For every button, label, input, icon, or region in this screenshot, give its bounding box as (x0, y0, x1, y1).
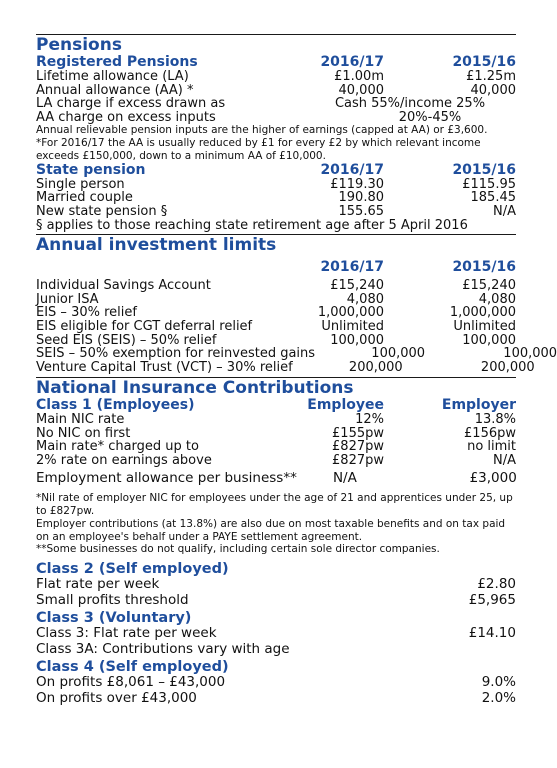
state-pension-heading: State pension (36, 161, 146, 178)
col-2015-16: 2015/16 (452, 259, 516, 276)
col-2016-17: 2016/17 (320, 54, 384, 70)
row-value-employee: £155pw (332, 425, 384, 441)
table-row (36, 191, 516, 205)
pensions-title: Pensions (36, 35, 122, 55)
la-charge-value: Cash 55%/income 25% (334, 96, 486, 112)
row-value: 9.0% (481, 674, 516, 691)
row-value-2016: 4,080 (346, 291, 384, 307)
row-label: Individual Savings Account (36, 278, 211, 294)
table-row (36, 334, 516, 348)
aa-charge-row (36, 111, 516, 125)
row-value-2016: 155.65 (338, 203, 384, 219)
table-row (36, 440, 516, 454)
table-row (36, 626, 516, 642)
nic-note-businesses: **Some businesses do not qualify, including certain sole director companies. (36, 543, 440, 556)
state-pension-note (36, 219, 516, 233)
row-value-2015: 100,000 (462, 332, 516, 348)
col-employee: Employee (307, 397, 384, 414)
col-2015-16: 2015/16 (452, 161, 516, 178)
row-label: Lifetime allowance (LA) (36, 69, 189, 84)
table-row (36, 84, 516, 98)
col-2016-17: 2016/17 (320, 259, 384, 276)
nic-title: National Insurance Contributions (36, 378, 354, 399)
row-value-2015: 200,000 (480, 359, 535, 375)
table-row (36, 178, 516, 192)
row-value-employee: £827pw (332, 453, 384, 469)
row-value-2015: 40,000 (470, 82, 516, 98)
row-value-2016: 1,000,000 (317, 305, 384, 321)
row-value-2015: 185.45 (470, 190, 516, 206)
row-value-2016: Unlimited (321, 318, 384, 334)
row-value-employer: £156pw (464, 425, 516, 441)
table-row (36, 691, 516, 707)
row-value-2016: 100,000 (330, 332, 384, 348)
row-label: EIS – 30% relief (36, 305, 137, 321)
row-label: SEIS – 50% exemption for reinvested gains (36, 346, 316, 362)
row-value-employer: 13.8% (474, 412, 516, 428)
row-label: Main NIC rate (36, 412, 125, 428)
row-value-employee: £827pw (332, 439, 384, 455)
row-label: On profits over £43,000 (36, 689, 197, 706)
class1-header (36, 398, 516, 413)
row-label: Class 3: Flat rate per week (36, 625, 217, 642)
row-value-2016: 100,000 (371, 346, 426, 362)
row-label: Venture Capital Trust (VCT) – 30% relief (36, 359, 293, 375)
nic-note-employer: Employer contributions (at 13.8%) are also due on most taxable benefits and on tax paid on an employee's behalf under a PAYE settlement agreement. (36, 517, 506, 543)
table-row (36, 279, 516, 293)
row-label: Class 3A: Contributions vary with age (36, 640, 290, 657)
row-label: Married couple (36, 190, 133, 206)
row-value: £5,965 (468, 591, 516, 608)
row-label: No NIC on first (36, 425, 131, 441)
row-label: 2% rate on earnings above (36, 453, 212, 469)
col-2015-16: 2015/16 (452, 54, 516, 70)
table-row (36, 427, 516, 441)
table-row (36, 642, 516, 658)
aa-taper-note: *For 2016/17 the AA is usually reduced by £1 for every £2 by which relevant income exceeds £150,000, down to a minimum AA of £10,000. (36, 137, 481, 162)
row-value-employer: N/A (493, 453, 516, 469)
table-row (36, 454, 516, 468)
row-value-2016: £15,240 (330, 278, 384, 294)
row-value-employee: 12% (355, 412, 384, 428)
row-value-2015: Unlimited (453, 318, 516, 334)
row-label: Seed EIS (SEIS) – 50% relief (36, 332, 217, 348)
row-value-2016: 40,000 (338, 82, 384, 98)
pension-note: Annual relievable pension inputs are the higher of earnings (capped at AA) or £3,600. (36, 124, 488, 137)
row-value-2015: £1.25m (466, 69, 516, 84)
row-value-2015: 4,080 (478, 291, 516, 307)
table-row (36, 205, 516, 219)
row-label: EIS eligible for CGT deferral relief (36, 318, 253, 334)
row-label: Small profits threshold (36, 591, 189, 608)
table-row (36, 593, 516, 609)
row-value-2015: 1,000,000 (449, 305, 516, 321)
row-value-employer: no limit (467, 439, 516, 455)
investment-header (36, 260, 516, 275)
table-row (36, 675, 516, 691)
row-label: On profits £8,061 – £43,000 (36, 674, 226, 691)
row-value (356, 642, 516, 658)
class2-heading: Class 2 (Self employed) (36, 561, 229, 578)
table-row (36, 413, 516, 427)
nic-note-nil-rate: *Nil rate of employer NIC for employees under the age of 21 and apprentices under 25, up to £827pw. (36, 492, 513, 517)
row-value-2015: £115.95 (462, 176, 516, 192)
table-row (36, 70, 516, 84)
row-label: Flat rate per week (36, 576, 160, 593)
row-value-2016: 190.80 (338, 190, 384, 206)
state-pension-header (36, 163, 516, 178)
row-value-2016: £119.30 (330, 176, 384, 192)
row-label: Single person (36, 176, 125, 192)
table-row (36, 293, 516, 307)
row-label: Employment allowance per business** (36, 469, 297, 486)
row-value-2015: N/A (493, 203, 516, 219)
aa-charge-value: 20%-45% (398, 109, 462, 125)
spacer (36, 260, 274, 275)
table-row (36, 346, 557, 362)
registered-pensions-header (36, 55, 516, 70)
table-row (36, 306, 516, 320)
table-row (36, 320, 516, 334)
row-label: Main rate* charged up to (36, 439, 199, 455)
row-label: AA charge on excess inputs (36, 109, 216, 125)
la-charge-row (36, 97, 516, 111)
tax-card (36, 34, 557, 706)
row-value: 2.0% (481, 689, 516, 706)
row-value-employer: £3,000 (469, 469, 517, 486)
class4-heading: Class 4 (Self employed) (36, 659, 229, 676)
col-employer: Employer (441, 397, 516, 414)
row-value-employee: N/A (332, 469, 357, 486)
row-label: New state pension § (36, 203, 168, 219)
row-value-2015: £15,240 (462, 278, 516, 294)
investment-title: Annual investment limits (36, 235, 277, 256)
row-label: LA charge if excess drawn as (36, 96, 226, 112)
table-row (36, 577, 516, 593)
employment-allowance-row (36, 471, 516, 487)
table-row (36, 359, 535, 375)
class3-heading: Class 3 (Voluntary) (36, 610, 192, 627)
row-value-2016: 200,000 (348, 359, 403, 375)
row-value: £14.10 (468, 625, 516, 642)
row-value-2016: £1.00m (334, 69, 384, 84)
registered-pensions-heading: Registered Pensions (36, 54, 198, 70)
col-2016-17: 2016/17 (320, 161, 384, 178)
row-value: £2.80 (477, 576, 516, 593)
row-value-2015: 100,000 (503, 346, 557, 362)
row-label: § applies to those reaching state retirement age after 5 April 2016 (36, 217, 468, 233)
row-label: Annual allowance (AA) * (36, 82, 194, 98)
row-label: Junior ISA (36, 291, 99, 307)
class1-heading: Class 1 (Employees) (36, 397, 195, 414)
